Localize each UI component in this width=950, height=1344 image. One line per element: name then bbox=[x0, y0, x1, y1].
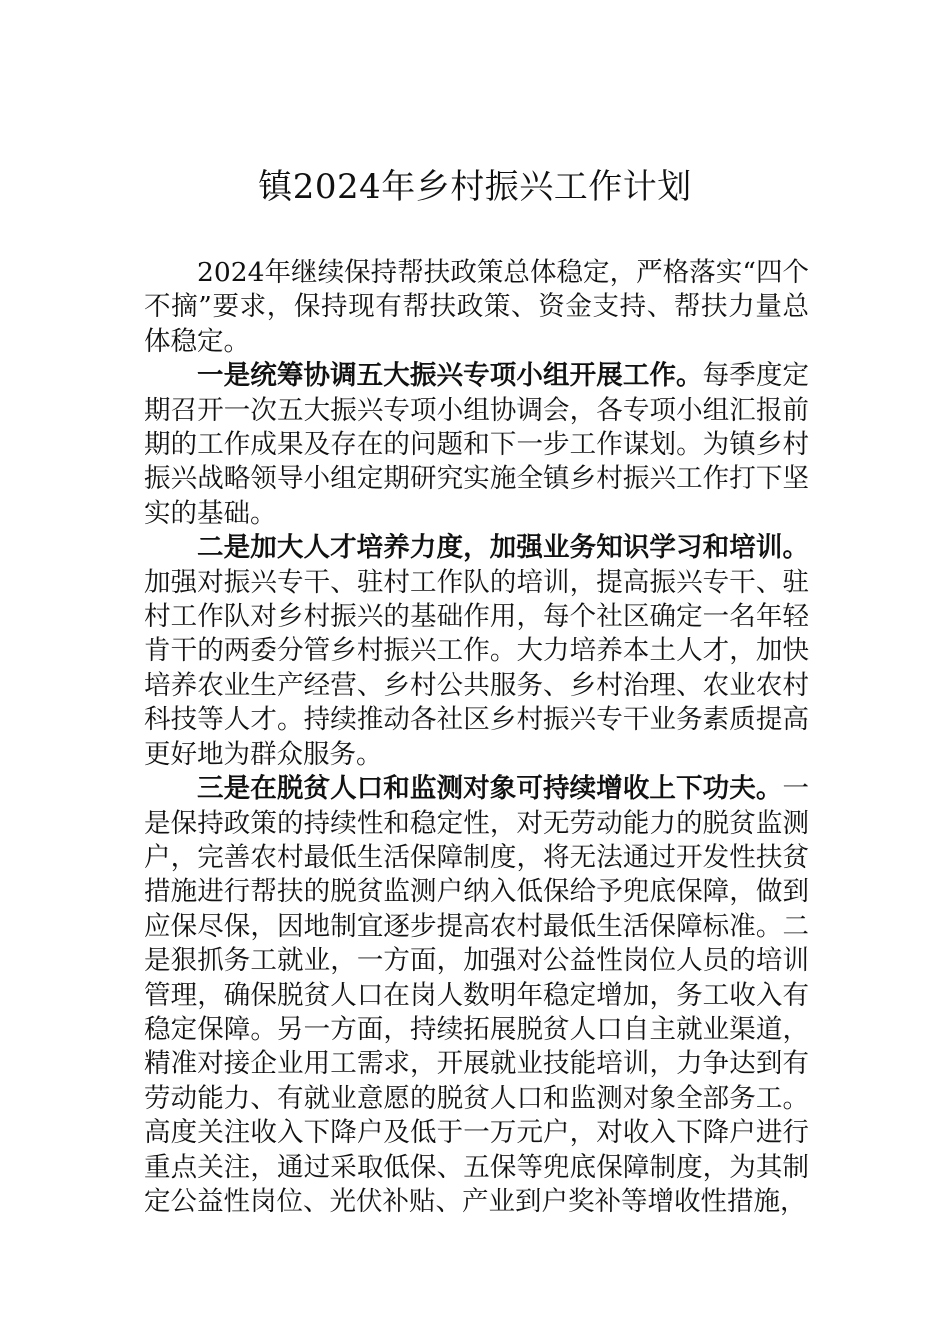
document-body bbox=[144, 256, 809, 1219]
paragraph-intro bbox=[144, 256, 809, 359]
paragraph-section-1 bbox=[144, 359, 809, 531]
section-heading: 三是在脱贫人口和监测对象可持续增收上下功夫。 bbox=[197, 773, 783, 805]
paragraph-text: 每季度定期召开一次五大振兴专项小组协调会，各专项小组汇报前期的工作成果及存在的问题和下一步工作谋划。为镇乡村振兴战略领导小组定期研究实施全镇乡村振兴工作打下坚实的基础。 bbox=[144, 360, 810, 529]
paragraph-text: 加强对振兴专干、驻村工作队的培训，提高振兴专干、驻村工作队对乡村振兴的基础作用，每个社区确定一名年轻肯干的两委分管乡村振兴工作。大力培养本土人才，加快培养农业生产经营、乡村公共服务、乡村治理、农业农村科技等人才。持续推动各社区乡村振兴专干业务素质提高更好地为群众服务。 bbox=[144, 566, 809, 770]
paragraph-text: 2024年继续保持帮扶政策总体稳定，严格落实“四个不摘”要求，保持现有帮扶政策、资金支持、帮扶力量总体稳定。 bbox=[144, 257, 809, 357]
section-heading: 一是统筹协调五大振兴专项小组开展工作。 bbox=[197, 360, 703, 392]
paragraph-text: 一是保持政策的持续性和稳定性，对无劳动能力的脱贫监测户，完善农村最低生活保障制度，将无法通过开发性扶贫措施进行帮扶的脱贫监测户纳入低保给予兜底保障，做到应保尽保，因地制宜逐步提高农村最低生活保障标准。二是狠抓务工就业，一方面，加强对公益性岗位人员的培训管理，确保脱贫人口在岗人数明年稳定增加，务工收入有稳定保障。另一方面，持续拓展脱贫人口自主就业渠道，精准对接企业用工需求，开展就业技能培训，力争达到有劳动能力、有就业意愿的脱贫人口和监测对象全部务工。高度关注收入下降户及低于一万元户，对收入下降户进行重点关注，通过采取低保、五保等兜底保障制度，为其制定公益性岗位、光伏补贴、产业到户奖补等增收性措施， bbox=[144, 773, 809, 1217]
document-title: 镇2024年乡村振兴工作计划 bbox=[258, 167, 692, 207]
section-heading: 二是加大人才培养力度，加强业务知识学习和培训。 bbox=[197, 532, 809, 564]
paragraph-section-2 bbox=[144, 531, 809, 772]
paragraph-section-3 bbox=[144, 772, 809, 1219]
